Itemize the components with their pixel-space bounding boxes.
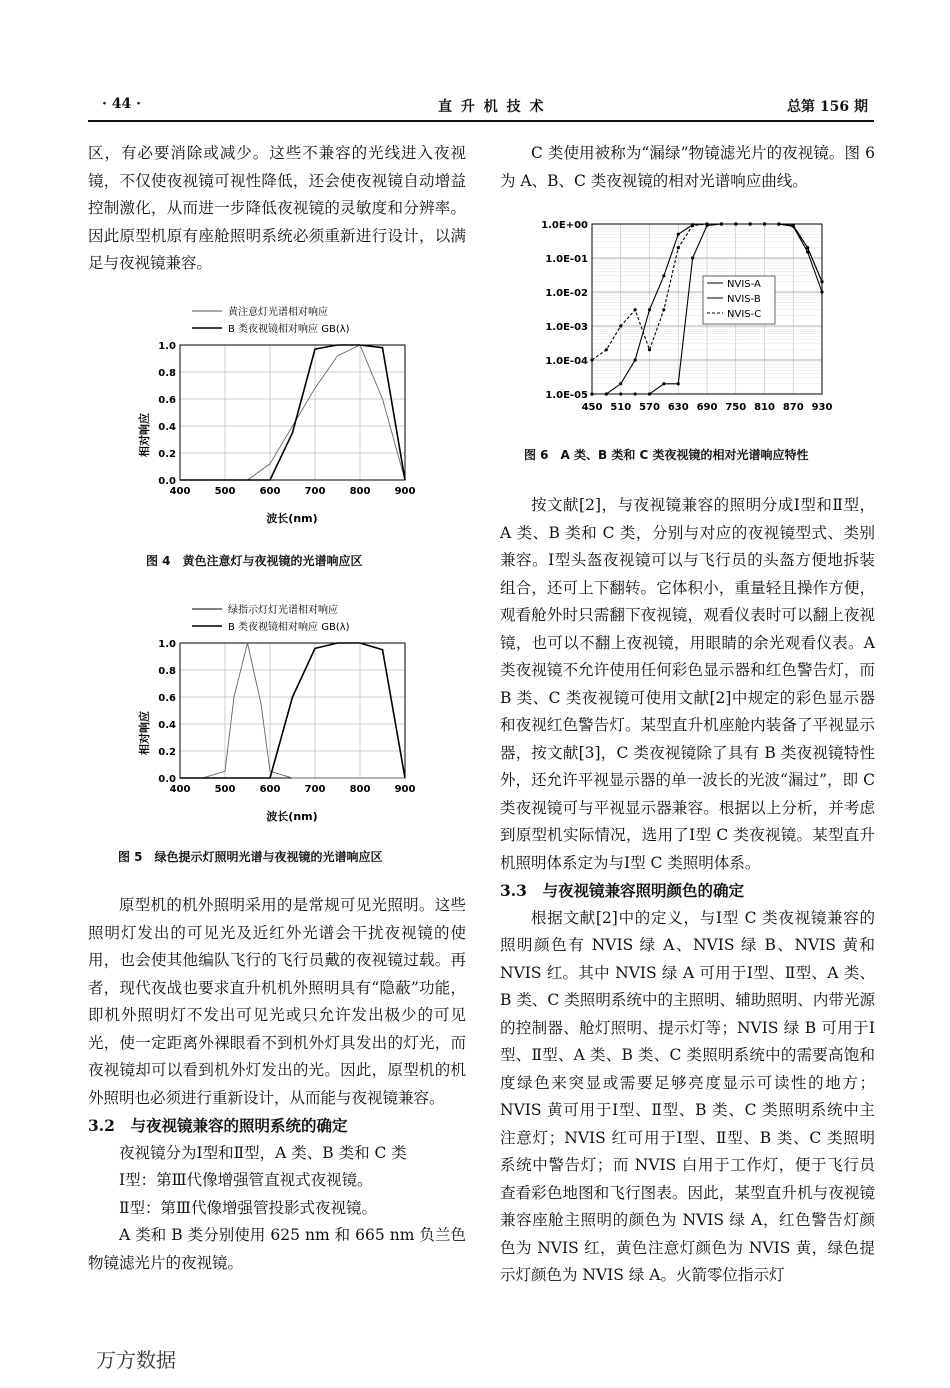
fig6-point: [590, 392, 593, 395]
fig6-ytick: 1.0E-01: [545, 254, 588, 265]
fig6-xtick: 510: [610, 402, 632, 413]
fig6-xtick: 750: [725, 402, 747, 413]
fig4-ytick: 0.6: [158, 395, 176, 406]
fig4-xlabel: 波长(nm): [266, 512, 318, 525]
fig6-point: [662, 308, 665, 311]
fig6-xtick: 870: [782, 402, 804, 413]
fig5-xtick: 600: [259, 784, 281, 795]
fig6-ytick: 1.0E+00: [541, 220, 588, 231]
fig6-point: [648, 392, 651, 395]
fig5-xtick: 400: [169, 784, 191, 795]
right-intro: [500, 140, 875, 195]
figure-4-chart: [130, 300, 430, 530]
fig4-series-2: [180, 345, 405, 480]
fig4-frame: [180, 345, 405, 480]
fig6-point: [677, 233, 680, 236]
fig4-ytick: 0.8: [158, 368, 176, 379]
fig6-point: [619, 392, 622, 395]
fig4-xtick: 900: [394, 486, 416, 497]
fig5-xtick: 900: [394, 784, 416, 795]
fig6-point: [634, 358, 637, 361]
fig6-point: [648, 308, 651, 311]
fig4-legend-2: B 类夜视镜相对响应 GB(λ): [228, 324, 350, 335]
journal-title: 直 升 机 技 术: [438, 99, 546, 115]
fig4-ylabel: 相对响应: [138, 413, 151, 457]
left-paragraph-1: 区，有必要消除或减少。这些不兼容的光线进入夜视镜，不仅使夜视镜可视性降低，还会使夜视镜自动增益控制激化，从而进一步降低夜视镜的灵敏度和分辨率。因此原型机原有座舱照明系统必须重新进行设计，以满足与夜视镜兼容。: [88, 144, 466, 272]
fig6-point: [619, 382, 622, 385]
fig6-ytick: 1.0E-02: [545, 288, 588, 299]
fig6-xtick: 690: [696, 402, 718, 413]
left-line-type1: Ⅰ型：第Ⅲ代像增强管直视式夜视镜。: [119, 1171, 373, 1189]
right-paragraph-1: C 类使用被称为“漏绿”物镜滤光片的夜视镜。图 6 为 A、B、C 类夜视镜的相对光谱响应曲线。: [500, 144, 875, 190]
fig6-ytick: 1.0E-03: [545, 322, 588, 333]
fig6-point: [634, 392, 637, 395]
left-body: [88, 892, 466, 1277]
fig6-point: [590, 358, 593, 361]
left-line-type2: Ⅱ型：第Ⅲ代像增强管投影式夜视镜。: [119, 1198, 377, 1217]
fig6-point: [648, 348, 651, 351]
fig4-legend-1: 黄注意灯光谱相对响应: [228, 307, 328, 318]
fig6-point: [691, 224, 694, 227]
fig4-xtick: 400: [169, 486, 191, 497]
fig6-point: [677, 382, 680, 385]
fig5-series-1: [180, 643, 405, 778]
right-paragraph-3: 根据文献[2]中的定义，与Ⅰ型 C 类夜视镜兼容的照明颜色有 NVIS 绿 A、NVIS 绿 B、NVIS 黄和 NVIS 红。其中 NVIS 绿 A 可用于Ⅰ型、Ⅱ型、A 类、B 类、C 类照明系统中的主照明、辅助照明、内带光源的控制器、舱灯照明、提示灯等；NVIS 绿 B 可用于Ⅰ型、Ⅱ型、A 类、B 类、C 类照明系统中的需要高饱和度绿色来突显或需要足够亮度显示可读性的地方；NVIS 黄可用于Ⅰ型、Ⅱ型、B 类、C 类照明系统中主注意灯；NVIS 红可用于Ⅰ型、Ⅱ型、B 类、C 类照明系统中警告灯；而 NVIS 白用于工作灯，便于飞行员查看彩色地图和飞行图表。因此，某型直升机与夜视镜兼容座舱主照明的颜色为 NVIS 绿 A，红色警告灯颜色为 NVIS 红，黄色注意灯颜色为 NVIS 黄，绿色提示灯颜色为 NVIS 绿 A。火箭零位指示灯: [500, 908, 875, 1284]
fig6-point: [792, 224, 795, 227]
issue-number: 总第 156 期: [787, 99, 868, 115]
fig5-ytick: 0.8: [158, 666, 176, 677]
fig4-ytick: 1.0: [158, 341, 176, 352]
fig6-point: [619, 324, 622, 327]
fig4-series-1: [180, 345, 405, 480]
fig5-ytick: 0.6: [158, 693, 176, 704]
fig4-xtick: 500: [214, 486, 236, 497]
figure-5-caption: 图 5 绿色提示灯照明光谱与夜视镜的光谱响应区: [118, 850, 383, 864]
fig6-point: [720, 222, 723, 225]
fig6-point: [705, 222, 708, 225]
running-header: [88, 92, 874, 122]
fig6-legend-label: NVIS-A: [727, 279, 761, 290]
fig5-series-2: [180, 643, 405, 778]
fig5-xtick: 500: [214, 784, 236, 795]
left-intro: [88, 140, 466, 278]
fig6-point: [749, 222, 752, 225]
fig6-xtick: 930: [811, 402, 833, 413]
fig6-point: [820, 290, 823, 293]
left-line-types: 夜视镜分为Ⅰ型和Ⅱ型，A 类、B 类和 C 类: [119, 1143, 407, 1162]
fig6-legend-label: NVIS-C: [727, 309, 762, 320]
page-number: · 44 ·: [102, 96, 141, 112]
figure-6-chart: [530, 214, 840, 424]
fig5-legend-1: 绿指示灯灯光谱相对响应: [228, 605, 338, 616]
fig6-point: [777, 222, 780, 225]
fig4-ytick: 0.0: [158, 476, 176, 487]
left-paragraph-2: 原型机的机外照明采用的是常规可见光照明。这些照明灯发出的可见光及近红外光谱会干扰夜视镜的使用，也会使其他编队飞行的飞行员戴的夜视镜过载。再者，现代夜战也要求直升机机外照明具有“隐蔽”功能，即机外照明灯不发出可见光或只允许发出极少的可见光，使一定距离外裸眼看不到机外灯具发出的灯光，而夜视镜却可以看到机外灯发出的光。因此，原型机的机外照明也必须进行重新设计，从而能与夜视镜兼容。: [88, 896, 466, 1107]
fig6-point: [605, 392, 608, 395]
watermark-footer: 万方数据: [96, 1348, 176, 1372]
fig6-point: [820, 280, 823, 283]
fig5-ytick: 1.0: [158, 639, 176, 650]
right-body: [500, 492, 875, 1290]
fig5-ytick: 0.4: [158, 720, 176, 731]
fig4-xtick: 700: [304, 486, 326, 497]
fig6-point: [662, 274, 665, 277]
left-paragraph-3: A 类和 B 类分别使用 625 nm 和 665 nm 负兰色物镜滤光片的夜视镜。: [88, 1226, 466, 1272]
fig5-frame: [180, 643, 405, 778]
fig6-point: [734, 222, 737, 225]
fig5-xtick: 700: [304, 784, 326, 795]
fig6-xtick: 810: [754, 402, 775, 413]
fig5-xtick: 800: [349, 784, 371, 795]
fig6-point: [662, 382, 665, 385]
fig6-point: [634, 308, 637, 311]
section-3-3-heading: 3.3 与夜视镜兼容照明颜色的确定: [500, 881, 744, 900]
fig6-point: [677, 246, 680, 249]
fig5-xlabel: 波长(nm): [266, 810, 318, 823]
fig6-ytick: 1.0E-04: [545, 356, 588, 367]
fig5-ylabel: 相对响应: [138, 711, 151, 755]
fig6-point: [691, 256, 694, 259]
fig4-xtick: 800: [349, 486, 371, 497]
fig6-point: [806, 246, 809, 249]
fig6-xtick: 630: [667, 402, 689, 413]
figure-4-caption: 图 4 黄色注意灯与夜视镜的光谱响应区: [146, 554, 363, 568]
fig4-xtick: 600: [259, 486, 281, 497]
fig4-ytick: 0.4: [158, 422, 176, 433]
fig4-ytick: 0.2: [158, 449, 176, 460]
right-paragraph-2: 按文献[2]，与夜视镜兼容的照明分成Ⅰ型和Ⅱ型，A 类、B 类和 C 类，分别与对应的夜视镜型式、类别兼容。Ⅰ型头盔夜视镜可以与飞行员的头盔方便地拆装组合，还可上下翻转。它体积小，重量轻且操作方便，观看舱外时只需翻下夜视镜，观看仪表时可以翻上夜视镜，也可以不翻上夜视镜，用眼睛的余光观看仪表。A 类夜视镜不允许使用任何彩色显示器和红色警告灯，而 B 类、C 类夜视镜可使用文献[2]中规定的彩色显示器和夜视红色警告灯。某型直升机座舱内装备了平视显示器，按文献[3]，C 类夜视镜除了具有 B 类夜视镜特性外，还允许平视显示器的单一波长的光波“漏过”，即 C 类夜视镜可与平视显示器兼容。根据以上分析，并考虑到原型机实际情况，选用了Ⅰ型 C 类夜视镜。某型直升机照明体系定为与Ⅰ型 C 类照明体系。: [500, 496, 875, 872]
fig5-legend-2: B 类夜视镜相对响应 GB(λ): [228, 622, 350, 633]
fig6-ytick: 1.0E-05: [545, 390, 588, 401]
figure-6-caption: 图 6 A 类、B 类和 C 类夜视镜的相对光谱响应特性: [524, 448, 809, 462]
fig6-point: [763, 222, 766, 225]
section-3-2-heading: 3.2 与夜视镜兼容的照明系统的确定: [88, 1116, 348, 1135]
fig6-xtick: 570: [639, 402, 660, 413]
fig5-ytick: 0.2: [158, 747, 176, 758]
fig6-xtick: 450: [581, 402, 603, 413]
figure-5-chart: [130, 598, 430, 828]
fig5-ytick: 0.0: [158, 774, 176, 785]
fig6-point: [605, 348, 608, 351]
fig6-legend-label: NVIS-B: [727, 294, 761, 305]
